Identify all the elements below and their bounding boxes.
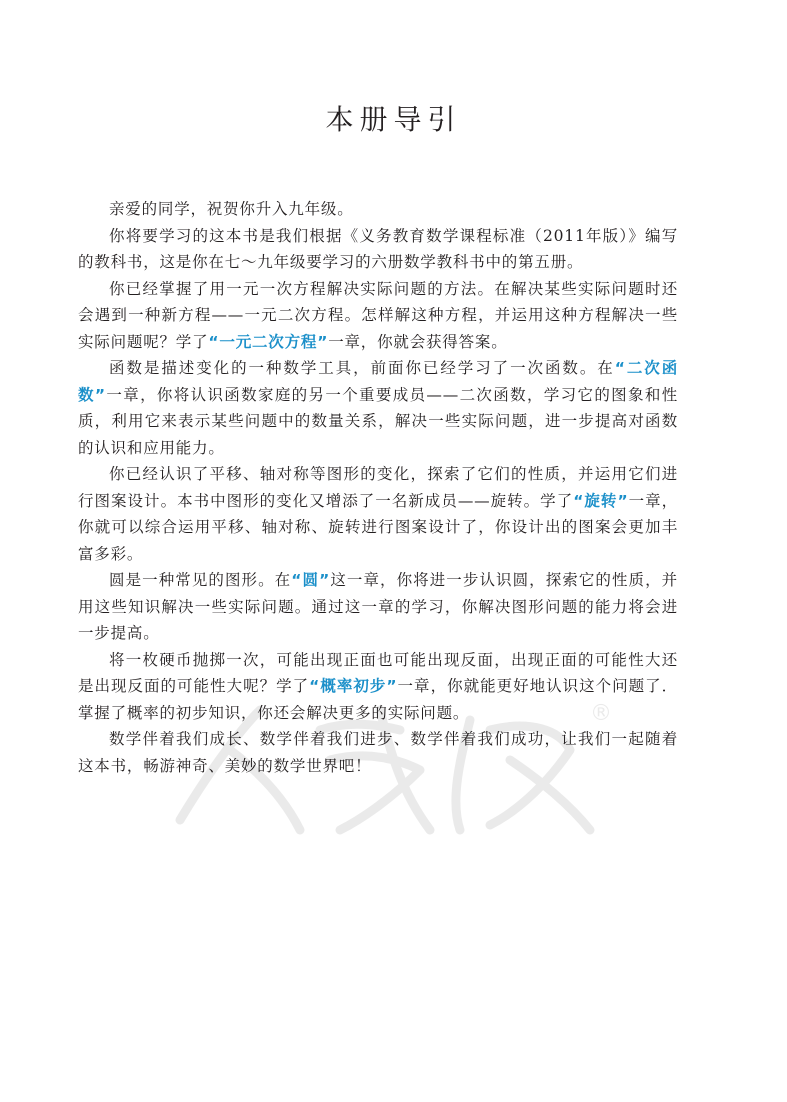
- paragraph: [78, 461, 678, 567]
- paragraph-text: 函数是描述变化的一种数学工具，前面你已经学习了一次函数。在: [109, 359, 615, 377]
- watermark-logo: [150, 690, 620, 840]
- paragraph-text: 一章，你就能更好地认识这个问题了．掌握了概率的初步知识，你还会解决更多的实际问题。: [78, 677, 678, 722]
- page-title: 本册导引: [325, 103, 462, 136]
- chapter-title-highlight: “圆”: [291, 571, 331, 589]
- chapter-title-highlight: “概率初步”: [309, 677, 398, 695]
- paragraph-text: 你已经认识了平移、轴对称等图形的变化，探索了它们的性质，并运用它们进行图案设计。本书中图形的变化又增添了一名新成员——旋转。学了: [78, 465, 678, 510]
- chapter-title-highlight: “一元二次方程”: [208, 332, 329, 351]
- paragraph-text: 数学伴着我们成长、数学伴着我们进步、数学伴着我们成功，让我们一起随着这本书，畅游神奇、美妙的数学世界吧！: [78, 730, 678, 775]
- chapter-title-highlight: “二次函数”: [78, 359, 679, 404]
- paragraph-text: 你已经掌握了用一元一次方程解决实际问题的方法。在解决某些实际问题时还会遇到一种新方程——一元二次方程。怎样解这种方程，并运用这种方程解决一些实际问题呢？学了: [78, 279, 678, 351]
- paragraph: [78, 567, 678, 647]
- paragraph: [78, 196, 678, 223]
- paragraph-text: 将一枚硬币抛掷一次，可能出现正面也可能出现反面，出现正面的可能性大还是出现反面的可能性大呢？学了: [78, 650, 678, 695]
- paragraph: [78, 276, 678, 356]
- paragraph-text: 一章，你就会获得答案。: [328, 332, 508, 351]
- paragraph-text: 一章，你就可以综合运用平移、轴对称、旋转进行图案设计了，你设计出的图案会更加丰富多彩。: [78, 491, 678, 563]
- chapter-title-highlight: “旋转”: [573, 491, 629, 510]
- paragraph-text: 圆是一种常见的图形。在: [109, 571, 292, 589]
- paragraph-text: 亲爱的同学，祝贺你升入九年级。: [109, 200, 354, 218]
- paragraph: [78, 355, 678, 461]
- paragraph-text: 这一章，你将进一步认识圆，探索它的性质，并用这些知识解决一些实际问题。通过这一章的学习，你解决图形问题的能力将会进一步提高。: [78, 571, 678, 642]
- svg-text:®: ®: [590, 701, 612, 726]
- paragraph-text: 一章，你将认识函数家庭的另一个重要成员——二次函数，学习它的图象和性质，利用它来表示某些问题中的数量关系，解决一些实际问题，进一步提高对函数的认识和应用能力。: [78, 385, 679, 457]
- paragraph: [78, 223, 678, 276]
- paragraph-text: 你将要学习的这本书是我们根据《义务教育数学课程标准（2011年版）》编写的教科书，这是你在七～九年级要学习的六册数学教科书中的第五册。: [78, 226, 678, 271]
